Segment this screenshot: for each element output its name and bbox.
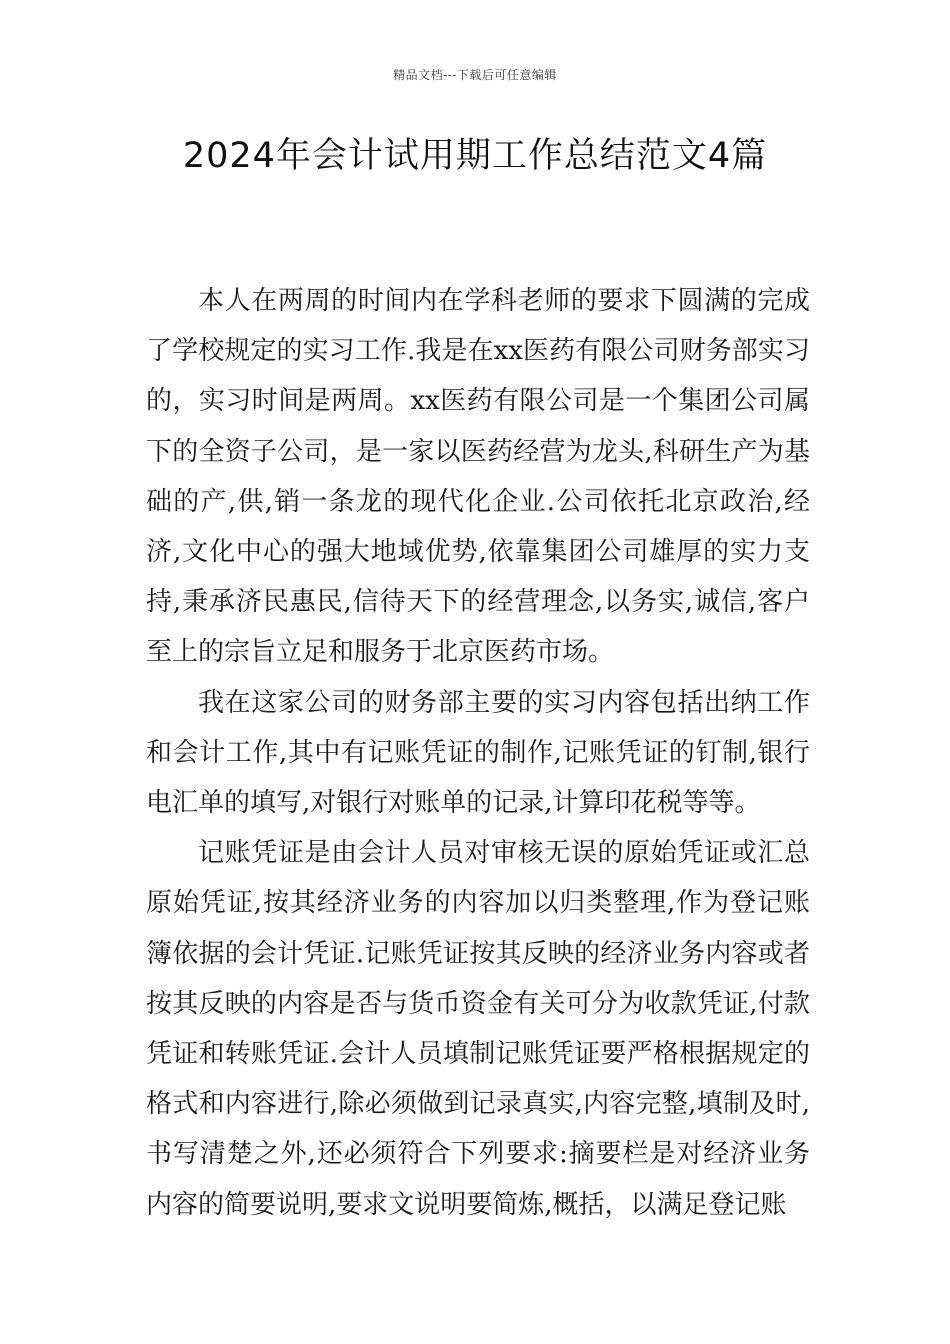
paragraph-3: 记账凭证是由会计人员对审核无误的原始凭证或汇总原始凭证,按其经济业务的内容加以归类整理,作为登记账簿依据的会计凭证.记账凭证按其反映的经济业务内容或者按其反映的内容是否与货币资金有关可分为收款凭证,付款凭证和转账凭证.会计人员填制记账凭证要严格根据规定的格式和内容进行,除必须做到记录真实,内容完整,填制及时,书写清楚之外,还必须符合下列要求:摘要栏是对经济业务内容的简要说明,要求文说明要简炼,概括，以满足登记账 xyxy=(146,838,810,1220)
paragraph-2: 我在这家公司的财务部主要的实习内容包括出纳工作和会计工作,其中有记账凭证的制作,记账凭证的钉制,银行电汇单的填写,对银行对账单的记录,计算印花税等等。 xyxy=(146,687,810,819)
document-body xyxy=(146,276,810,1230)
paragraph-1: 本人在两周的时间内在学科老师的要求下圆满的完成了学校规定的实习工作.我是在xx医药有限公司财务部实习的，实习时间是两周。xx医药有限公司是一个集团公司属下的全资子公司，是一家以医药经营为龙头,科研生产为基础的产,供,销一条龙的现代化企业.公司依托北京政治,经济,文化中心的强大地域优势,依靠集团公司雄厚的实力支持,秉承济民惠民,信待天下的经营理念,以务实,诚信,客户至上的宗旨立足和服务于北京医药市场。 xyxy=(146,286,810,668)
document-title: 2024年会计试用期工作总结范文4篇 xyxy=(182,136,768,176)
header-note: 精品文档---下载后可任意编辑 xyxy=(393,68,557,82)
